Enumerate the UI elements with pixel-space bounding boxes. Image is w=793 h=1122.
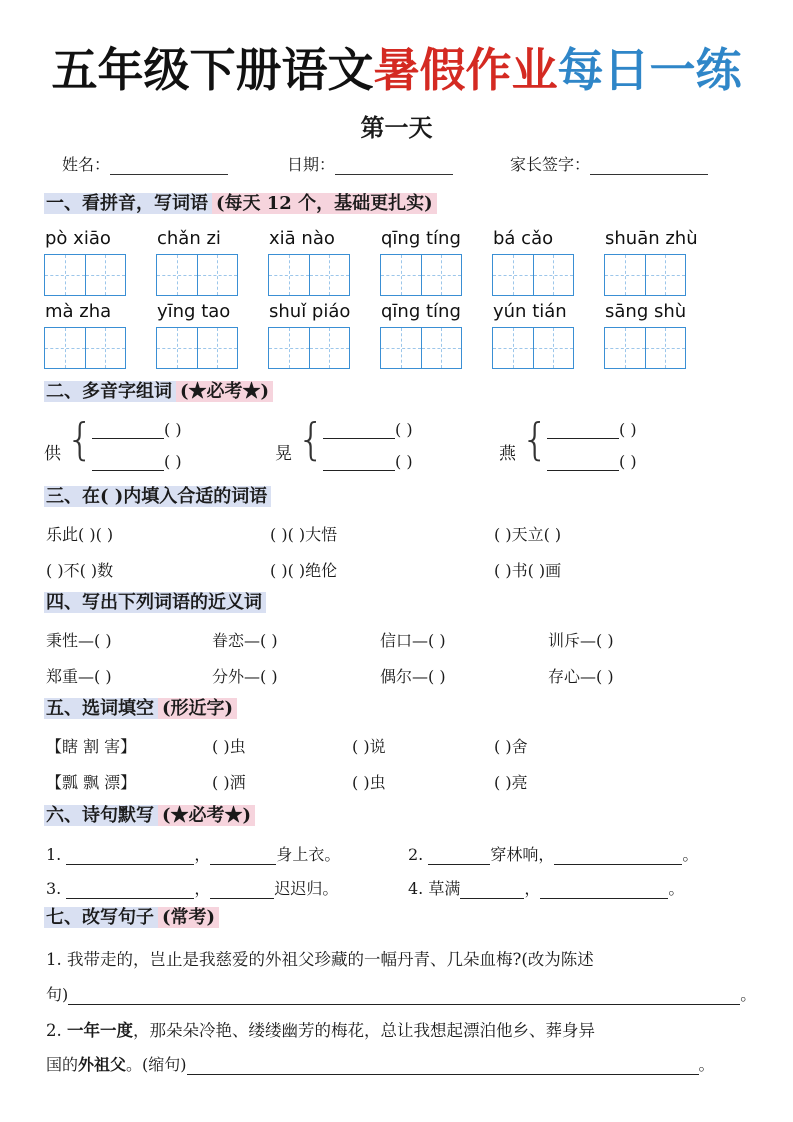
pinyin-label: yún tián (493, 301, 567, 322)
synonym-item: 信口—( ) (380, 631, 446, 650)
idiom-item: ( )不( )数 (46, 561, 114, 580)
synonym-item: 偶尔—( ) (380, 667, 446, 686)
writing-grid[interactable] (604, 254, 686, 296)
section-5-label: 五、选词填空 (44, 698, 158, 719)
section-1-label: 一、看拼音，写词语 (44, 193, 212, 214)
writing-grid[interactable] (380, 327, 462, 369)
pinyin-label: mà zha (45, 301, 112, 322)
section-2-tag: (★必考★) (176, 381, 273, 402)
name-field[interactable]: 姓名： (62, 152, 228, 175)
word-blank: ( )虫 (352, 773, 386, 792)
polyphone-blank[interactable]: ( ) (323, 452, 413, 471)
section-7-label: 七、改写句子 (44, 907, 158, 928)
grid-cell[interactable] (646, 255, 686, 295)
word-blank: ( )舍 (494, 737, 528, 756)
brace-icon: { (66, 414, 94, 465)
writing-grid[interactable] (492, 254, 574, 296)
grid-cell[interactable] (269, 255, 310, 295)
synonym-item: 训斥—( ) (548, 631, 614, 650)
word-blank: ( )亮 (494, 773, 528, 792)
grid-cell[interactable] (157, 328, 198, 368)
word-blank: ( )洒 (212, 773, 246, 792)
pinyin-label: pò xiāo (45, 228, 111, 249)
writing-grid[interactable] (268, 327, 350, 369)
idiom-item: ( )( )绝伦 (270, 561, 338, 580)
grid-cell[interactable] (86, 255, 126, 295)
grid-cell[interactable] (493, 255, 534, 295)
grid-cell[interactable] (422, 255, 462, 295)
pinyin-label: yīng tao (157, 301, 231, 322)
grid-cell[interactable] (534, 255, 574, 295)
polyphone-char: 供 (44, 444, 61, 464)
polyphone-blank[interactable]: ( ) (92, 452, 182, 471)
section-5-tag: (形近字) (158, 698, 237, 719)
idiom-item: ( )书( )画 (494, 561, 562, 580)
title-part-daily: 每日一练 (557, 43, 742, 97)
writing-grid[interactable] (492, 327, 574, 369)
polyphone-char: 晃 (275, 444, 292, 464)
rewrite-answer-1[interactable]: 句) 。 (46, 985, 757, 1004)
section-3-label: 三、在( )内填入合适的词语 (44, 486, 271, 507)
pinyin-label: chǎn zi (157, 228, 221, 249)
section-6-label: 六、诗句默写 (44, 805, 158, 826)
brace-icon: { (521, 414, 549, 465)
polyphone-blank[interactable]: ( ) (547, 452, 637, 471)
polyphone-blank[interactable]: ( ) (547, 420, 637, 439)
synonym-item: 秉性—( ) (46, 631, 112, 650)
rewrite-question-2: 2. 一年一度，那朵朵冷艳、缕缕幽芳的梅花，总让我想起漂泊他乡、葬身异 (46, 1021, 595, 1040)
grid-cell[interactable] (310, 255, 350, 295)
poem-line-2: 2. 穿林响， 。 (408, 845, 699, 864)
parent-sign-field[interactable]: 家长签字： (510, 152, 708, 175)
rewrite-answer-2[interactable]: 国的外祖父。(缩句) 。 (46, 1055, 715, 1074)
synonym-item: 郑重—( ) (46, 667, 112, 686)
grid-cell[interactable] (157, 255, 198, 295)
writing-grid[interactable] (268, 254, 350, 296)
rewrite-question-1: 1. 我带走的，岂止是我慈爱的外祖父珍藏的一幅丹青、几朵血梅?(改为陈述 (46, 950, 594, 969)
day-subtitle: 第一天 (360, 113, 433, 142)
idiom-item: 乐此( )( ) (46, 525, 114, 544)
grid-cell[interactable] (310, 328, 350, 368)
idiom-item: ( )天立( ) (494, 525, 562, 544)
section-7-tag: (常考) (158, 907, 219, 928)
grid-cell[interactable] (45, 255, 86, 295)
word-blank: ( )说 (352, 737, 386, 756)
idiom-item: ( )( )大悟 (270, 525, 338, 544)
writing-grid[interactable] (156, 254, 238, 296)
brace-icon: { (297, 414, 325, 465)
section-2-label: 二、多音字组词 (44, 381, 176, 402)
pinyin-label: sāng shù (605, 301, 687, 322)
grid-cell[interactable] (493, 328, 534, 368)
grid-cell[interactable] (422, 328, 462, 368)
section-3-header (44, 482, 271, 512)
title-part-summer: 暑假作业 (373, 43, 558, 97)
pinyin-label: qīng tíng (381, 301, 461, 322)
grid-cell[interactable] (198, 255, 238, 295)
poem-line-3: 3. ， 迟迟归。 (46, 879, 339, 898)
title-part-grade: 五年级下册语文 (51, 43, 374, 97)
writing-grid[interactable] (44, 254, 126, 296)
grid-cell[interactable] (269, 328, 310, 368)
section-7-header (44, 903, 219, 933)
grid-cell[interactable] (646, 328, 686, 368)
word-choice-set: 【瞎 割 害】 (46, 737, 137, 756)
section-1-header (44, 189, 437, 219)
polyphone-blank[interactable]: ( ) (323, 420, 413, 439)
page-title (0, 42, 793, 98)
section-4-header (44, 588, 266, 618)
writing-grid[interactable] (44, 327, 126, 369)
grid-cell[interactable] (86, 328, 126, 368)
poem-line-4: 4. 草满 ， 。 (408, 879, 685, 898)
grid-cell[interactable] (534, 328, 574, 368)
pinyin-label: xiā nào (269, 228, 335, 249)
section-4-label: 四、写出下列词语的近义词 (44, 592, 266, 613)
section-6-header (44, 801, 255, 831)
polyphone-char: 燕 (499, 444, 516, 464)
grid-cell[interactable] (45, 328, 86, 368)
writing-grid[interactable] (156, 327, 238, 369)
pinyin-label: qīng tíng (381, 228, 461, 249)
synonym-item: 分外—( ) (212, 667, 278, 686)
pinyin-label: bá cǎo (493, 228, 554, 249)
section-1-tag: (每天 12 个，基础更扎实) (212, 193, 437, 214)
grid-cell[interactable] (605, 328, 646, 368)
writing-grid[interactable] (380, 254, 462, 296)
section-2-header (44, 377, 273, 407)
pinyin-label: shuān zhù (605, 228, 698, 249)
synonym-item: 眷恋—( ) (212, 631, 278, 650)
writing-grid[interactable] (604, 327, 686, 369)
word-choice-set: 【瓢 飘 漂】 (46, 773, 137, 792)
grid-cell[interactable] (381, 328, 422, 368)
polyphone-blank[interactable]: ( ) (92, 420, 182, 439)
date-field[interactable]: 日期： (287, 152, 453, 175)
poem-line-1: 1. ， 身上衣。 (46, 845, 341, 864)
grid-cell[interactable] (605, 255, 646, 295)
section-5-header (44, 694, 237, 724)
pinyin-label: shuǐ piáo (269, 301, 351, 322)
word-blank: ( )虫 (212, 737, 246, 756)
grid-cell[interactable] (198, 328, 238, 368)
synonym-item: 存心—( ) (548, 667, 614, 686)
section-6-tag: (★必考★) (158, 805, 255, 826)
grid-cell[interactable] (381, 255, 422, 295)
